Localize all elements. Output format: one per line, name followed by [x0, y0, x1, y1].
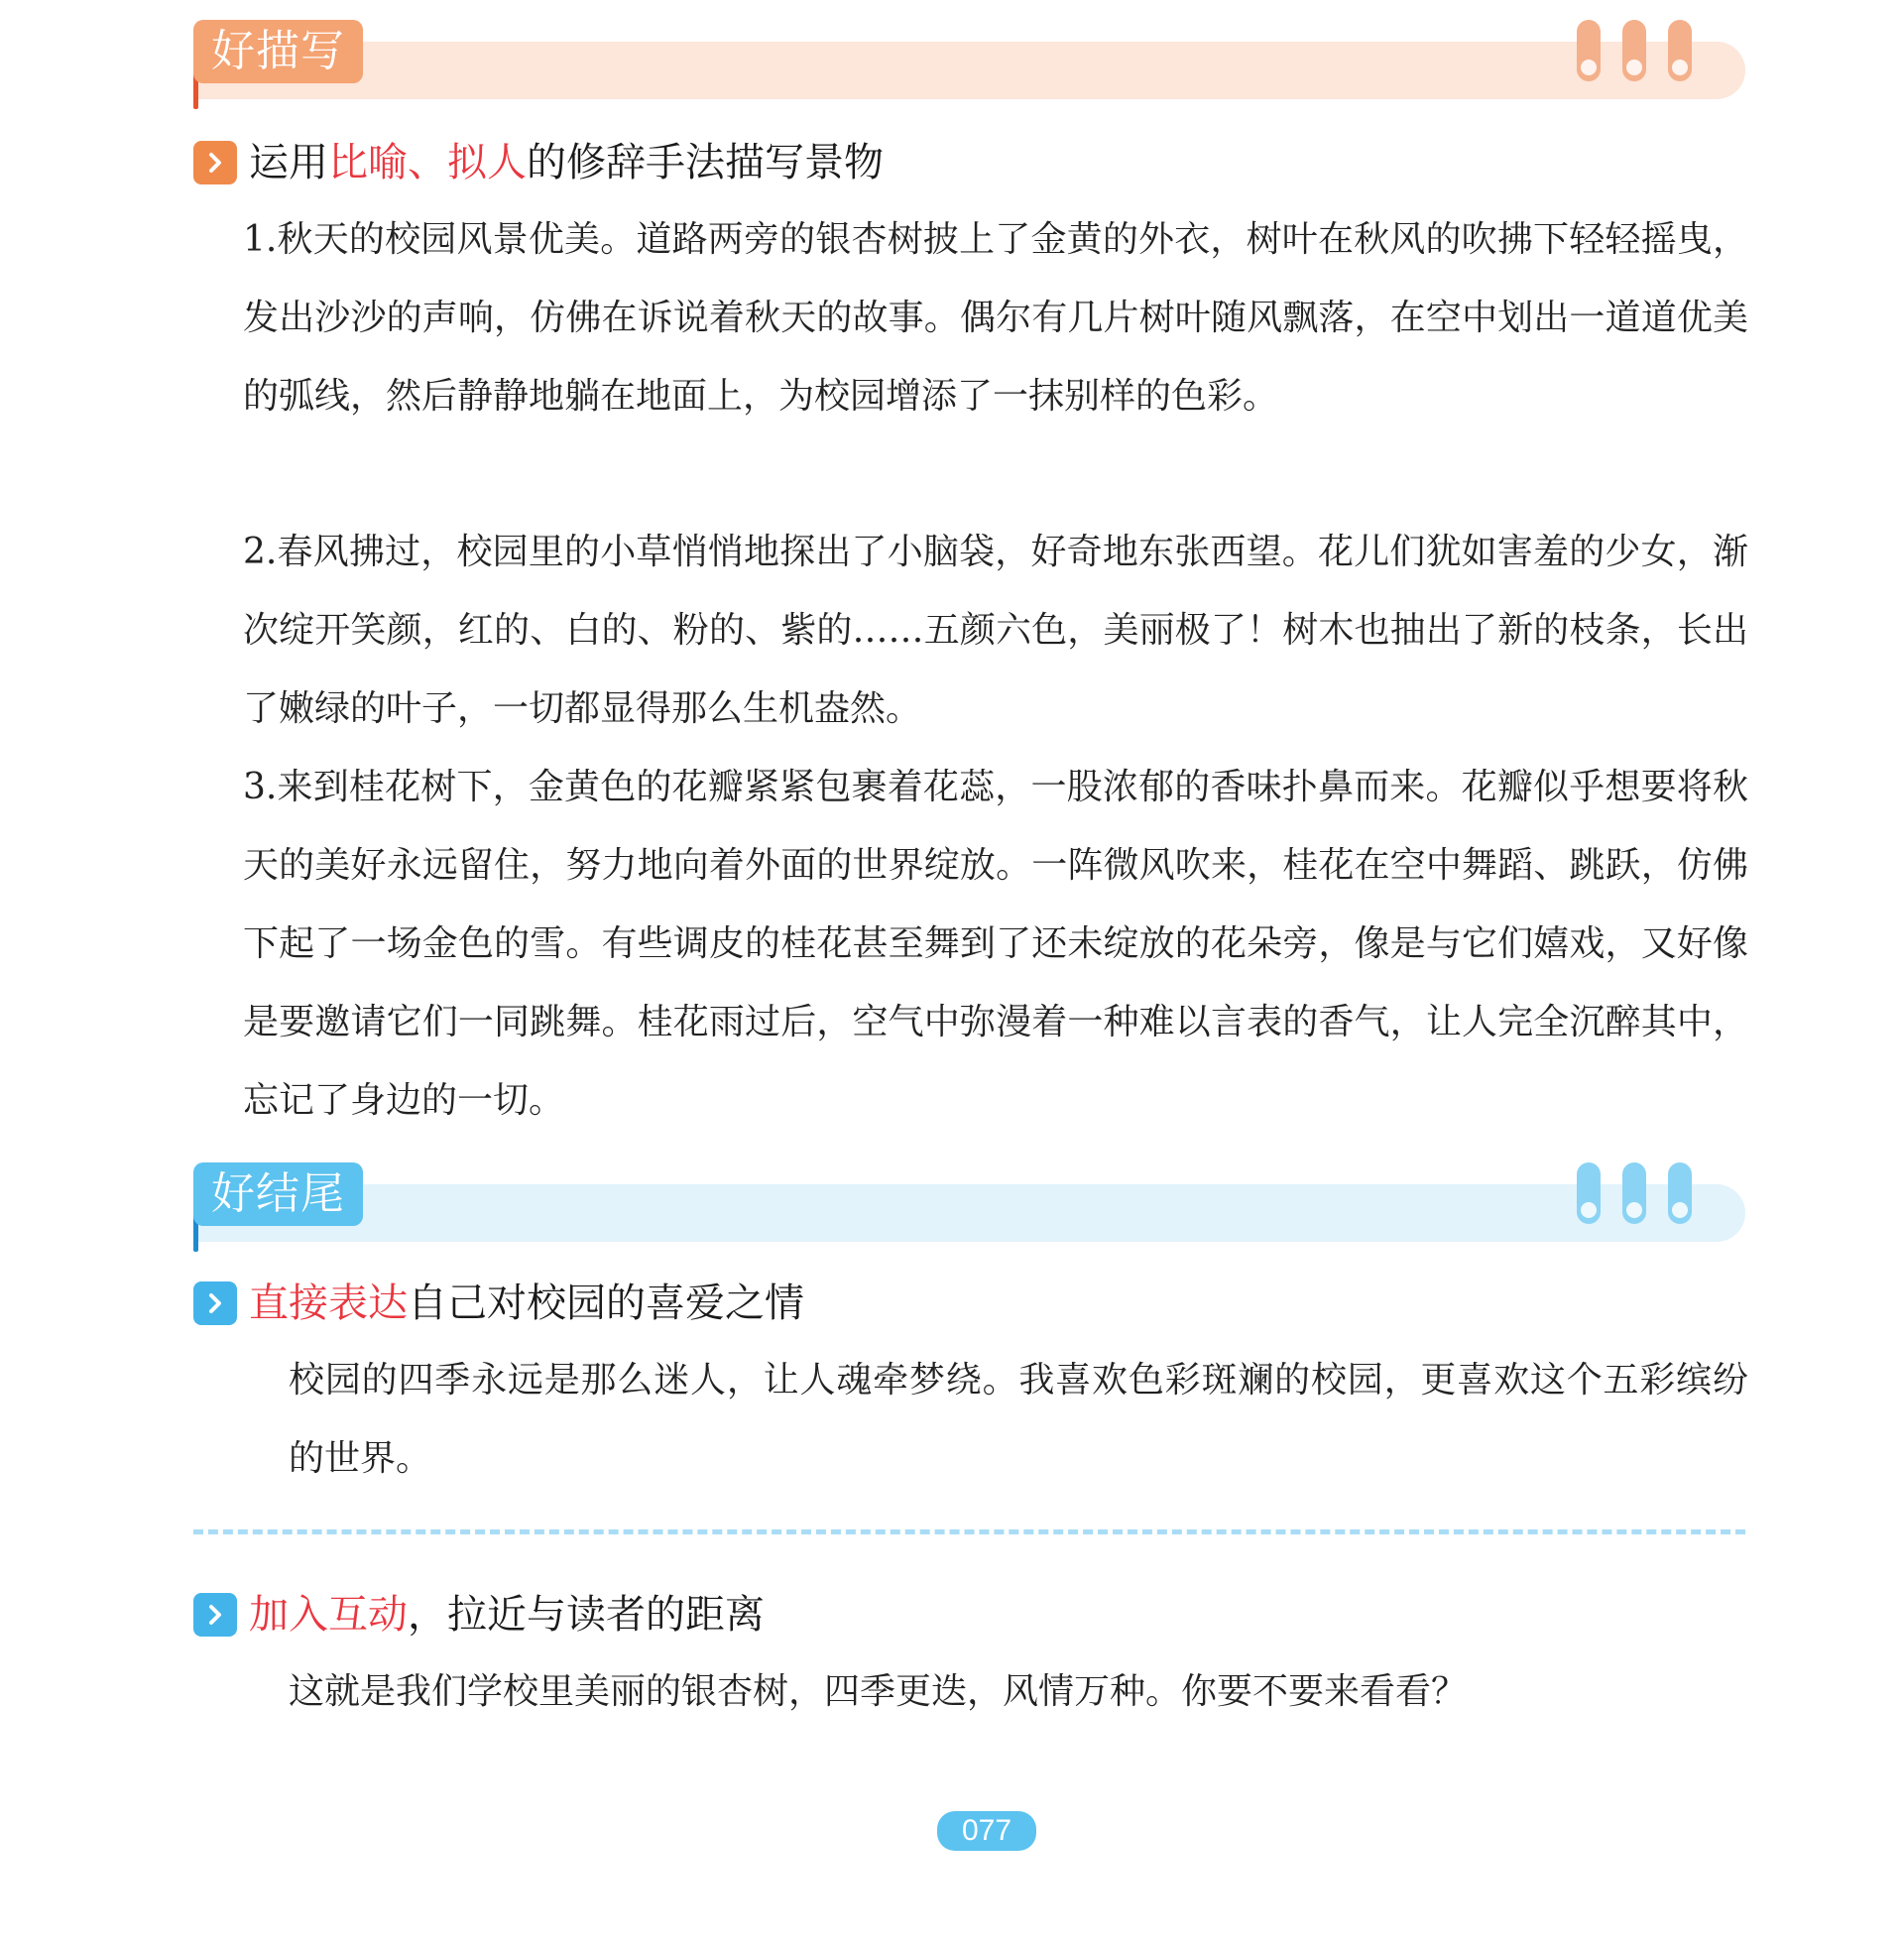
- ring-icon: [1622, 1162, 1646, 1224]
- paragraph-1: [201, 200, 1748, 435]
- paragraph-text: 这就是我们学校里美丽的银杏树，四季更迭，风情万种。你要不要来看看？: [289, 1671, 1468, 1712]
- binder-rings-icon: [1577, 20, 1692, 81]
- heading-suffix: 的修辞手法描写景物: [527, 140, 884, 185]
- heading-highlight: 直接表达: [249, 1280, 408, 1326]
- paragraph-text: 校园的四季永远是那么迷人，让人魂牵梦绕。我喜欢色彩斑斓的校园，更喜欢这个五彩缤纷的世界。: [289, 1360, 1748, 1479]
- binder-rings-icon: [1577, 1162, 1692, 1224]
- paragraph-text: 1.秋天的校园风景优美。道路两旁的银杏树披上了金黄的外衣，树叶在秋风的吹拂下轻轻摇曳，发出沙沙的声响，仿佛在诉说着秋天的故事。偶尔有几片树叶随风飘落，在空中划出一道道优美的弧线，然后静静地躺在地面上，为校园增添了一抹别样的色彩。: [243, 219, 1748, 417]
- chevron-right-icon: [193, 141, 237, 184]
- page-number: 077: [937, 1811, 1036, 1851]
- section-banner-good-ending: [193, 1162, 1745, 1252]
- ring-icon: [1668, 1162, 1692, 1224]
- ring-icon: [1577, 20, 1601, 81]
- dashed-divider: [193, 1529, 1745, 1534]
- chevron-right-icon: [193, 1281, 237, 1325]
- paragraph-text: 2.春风拂过，校园里的小草悄悄地探出了小脑袋，好奇地东张西望。花儿们犹如害羞的少女，渐次绽开笑颜，红的、白的、粉的、紫的……五颜六色，美丽极了！树木也抽出了新的枝条，长出了嫩绿的叶子，一切都显得那么生机盎然。: [243, 532, 1748, 729]
- subheading-direct-expression: [193, 1276, 804, 1331]
- paragraph-text: 3.来到桂花树下，金黄色的花瓣紧紧包裹着花蕊，一股浓郁的香味扑鼻而来。花瓣似乎想要将秋天的美好永远留住，努力地向着外面的世界绽放。一阵微风吹来，桂花在空中舞蹈、跳跃，仿佛下起了一场金色的雪。有些调皮的桂花甚至舞到了还未绽放的花朵旁，像是与它们嬉戏，又好像是要邀请它们一同跳舞。桂花雨过后，空气中弥漫着一种难以言表的香气，让人完全沉醉其中，忘记了身边的一切。: [243, 767, 1748, 1121]
- heading-highlight: 加入互动: [249, 1592, 408, 1638]
- paragraph-3: [201, 748, 1748, 1140]
- chevron-right-icon: [193, 1593, 237, 1637]
- subheading-rhetoric: [193, 135, 884, 190]
- ring-icon: [1577, 1162, 1601, 1224]
- section-banner-good-description: [193, 20, 1745, 109]
- ring-icon: [1622, 20, 1646, 81]
- ending-paragraph-2: [201, 1652, 1748, 1731]
- heading-suffix: ，拉近与读者的距离: [408, 1592, 765, 1638]
- banner-bar: [193, 42, 1745, 99]
- paragraph-2: [201, 513, 1748, 748]
- subheading-interaction: [193, 1587, 765, 1643]
- ring-icon: [1668, 20, 1692, 81]
- heading-prefix: 运用: [249, 140, 328, 185]
- section-tag: 好结尾: [193, 1162, 363, 1226]
- heading-highlight: 比喻、拟人: [328, 140, 527, 185]
- banner-bar: [193, 1184, 1745, 1242]
- ending-paragraph-1: [201, 1341, 1748, 1498]
- section-tag: 好描写: [193, 20, 363, 83]
- heading-suffix: 自己对校园的喜爱之情: [408, 1280, 804, 1326]
